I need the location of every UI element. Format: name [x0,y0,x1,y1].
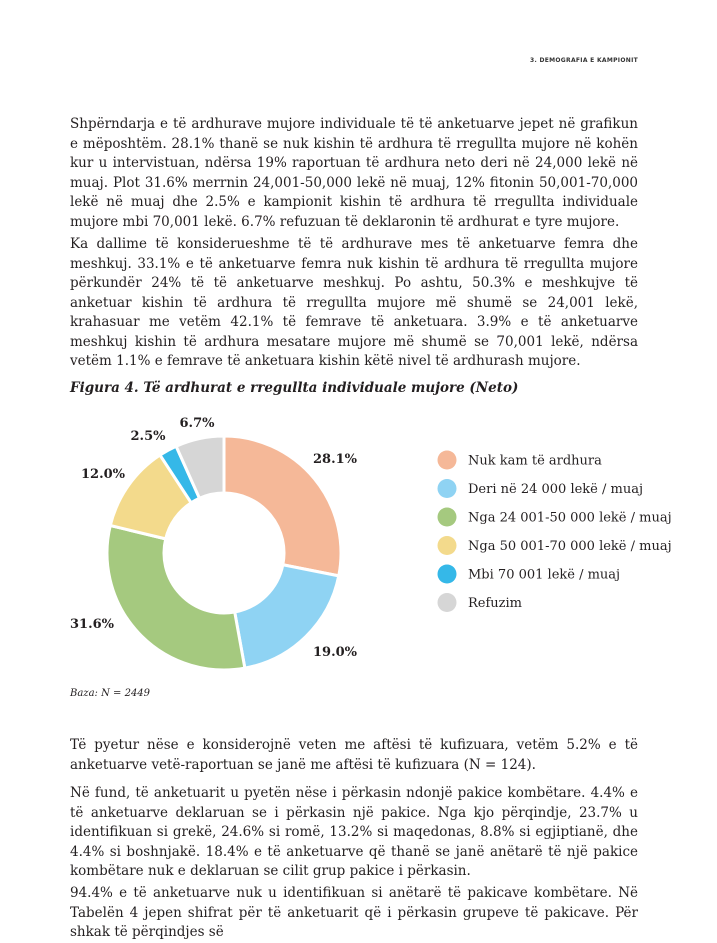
legend-label-nga-50-001-70-000-leke-muaj: Nga 50 001-70 000 lekë / muaj [468,539,672,554]
legend-swatch-nga-24-001-50-000-leke-muaj [438,508,457,527]
legend-swatch-nga-50-001-70-000-leke-muaj [438,536,457,555]
paragraph-gender-differences: Ka dallime të konsiderueshme të të ardhurave mes të anketuarve femra dhe meshkuj. 33.1% e të anketuarve femra nuk kishin të ardhura të rregullta mujore përkundër 24% të të anketuarve meshkuj. Po ashtu, 50.3% e meshkujve të anketuar kishin të ardhura të rregullta mujore më shumë se 24,001 lekë, krahasuar me vetëm 42.1% të femrave të anketuara. 3.9% e të anketuarve meshkuj kishin të ardhura mesatare mujore më shumë se 70,001 lekë, ndërsa vetëm 1.1% e femrave të anketuara kishin këtë nivel të ardhurash mujore. [70,236,638,369]
slice-label-nga-50-001-70-000-leke-muaj: 12.0% [80,467,126,482]
legend-swatch-nuk-kam-te-ardhura [438,451,457,470]
legend-label-refuzim: Refuzim [468,596,522,611]
legend-swatch-mbi-70-001-leke-muaj [438,565,457,584]
figure-title: Figura 4. Të ardhurat e rregullta individuale mujore (Neto) [70,380,519,396]
figure-base-note: Baza: N = 2449 [70,688,151,699]
slice-label-nga-24-001-50-000-leke-muaj: 31.6% [69,617,115,632]
slice-label-nuk-kam-te-ardhura: 28.1% [312,452,358,467]
legend-swatch-refuzim [438,593,457,612]
slice-nga-24-001-50-000-leke-muaj [107,525,245,670]
slice-label-mbi-70-001-leke-muaj: 2.5% [130,429,166,444]
paragraph-minorities: Në fund, të anketuarit u pyetën nëse i përkasin ndonjë pakice kombëtare. 4.4% e të anketuarve deklaruan se i përkasin një pakice. Nga kjo përqindje, 23.7% u identifikuan si grekë, 24.6% si romë, 13.2% si maqedonas, 8.8% si egjiptianë, dhe 4.4% si boshnjakë. 18.4% e të anketuarve që thanë se janë anëtarë të një pakice kombëtare nuk e deklaruan se cilit grup pakice i përkasin. [70,785,638,879]
legend-label-nga-24-001-50-000-leke-muaj: Nga 24 001-50 000 lekë / muaj [468,510,672,526]
slice-label-refuzim: 6.7% [179,416,215,431]
legend-swatch-deri-ne-24-000-leke-muaj [438,479,457,498]
paragraph-disability: Të pyetur nëse e konsiderojnë veten me aftësi të kufizuara, vetëm 5.2% e të anketuarve vetë-raportuan se janë me aftësi të kufizuara (N = 124). [70,737,638,773]
running-header: 3. DEMOGRAFIA E KAMPIONIT [530,57,638,64]
legend-label-deri-ne-24-000-leke-muaj: Deri në 24 000 lekë / muaj [468,482,643,497]
legend-label-nuk-kam-te-ardhura: Nuk kam të ardhura [468,453,602,469]
paragraph-minorities-table: 94.4% e të anketuarve nuk u identifikuan si anëtarë të pakicave kombëtare. Në Tabelën 4 jepen shifrat për të anketuarit që i përkasin grupeve të pakicave. Për shkak të përqindjes së [70,885,638,940]
slice-label-deri-ne-24-000-leke-muaj: 19.0% [312,645,358,660]
income-donut-chart [0,400,717,685]
paragraph-income-distribution: Shpërndarja e të ardhurave mujore individuale të të anketuarve jepet në grafikun e mëposhtëm. 28.1% thanë se nuk kishin të ardhura të rregullta mujore në kohën kur u intervistuan, ndërsa 19% raportuan të ardhura neto deri në 24,000 lekë në muaj. Plot 31.6% merrnin 24,001-50,000 lekë në muaj, 12% fitonin 50,001-70,000 lekë në muaj dhe 2.5% e kampionit kishin të ardhura të rregullta individuale mujore mbi 70,001 lekë. 6.7% refuzuan të deklaronin të ardhurat e tyre mujore. [70,116,638,230]
legend-label-mbi-70-001-leke-muaj: Mbi 70 001 lekë / muaj [468,567,621,583]
